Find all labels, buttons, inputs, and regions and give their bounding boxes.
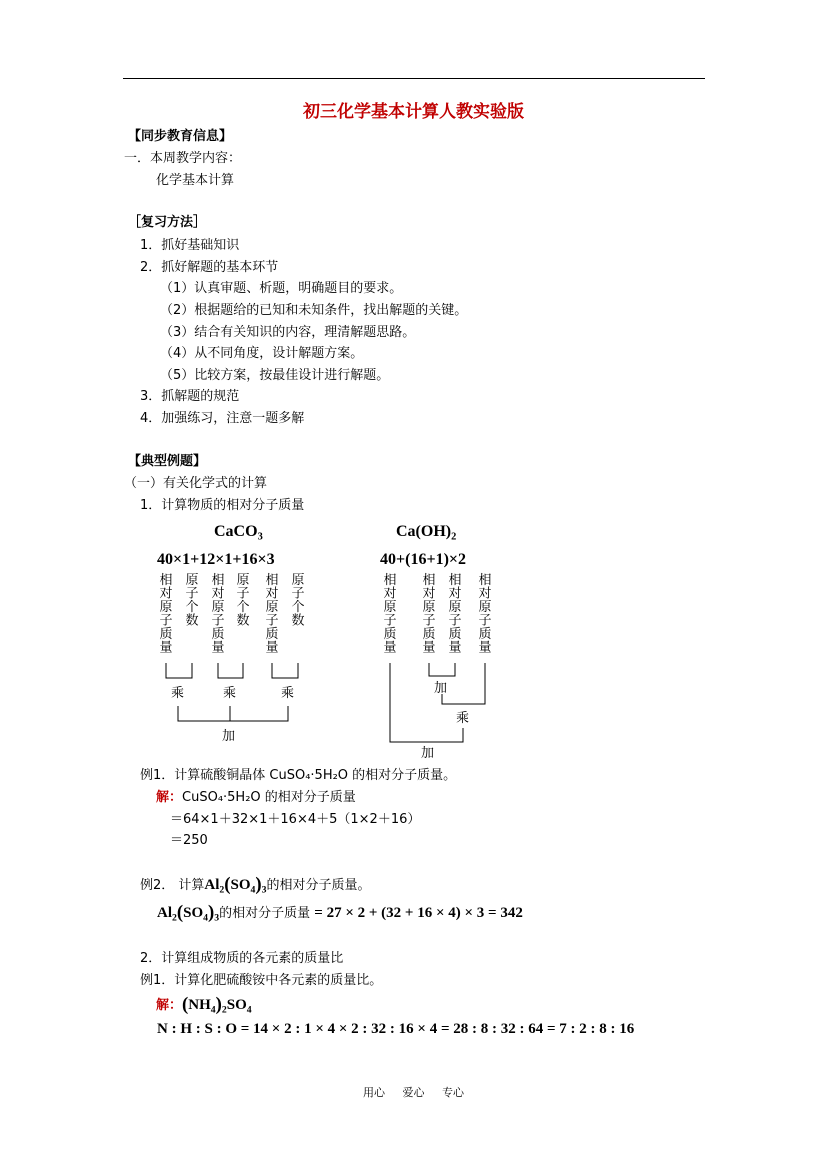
label-char: 质 [422,627,436,642]
label-char: 个 [185,600,199,615]
mult-label-1: 乘 [171,686,185,701]
label-char: 对 [448,586,462,602]
left-label-column [211,572,224,656]
bracket-mult [442,663,485,704]
add-inner-label: 加 [434,681,448,696]
label-char: 子 [448,613,462,629]
diagram-labels [159,572,491,656]
label-char: 对 [265,586,279,602]
label-char: 子 [211,613,225,629]
review-item: 3．抓解题的规范 [140,389,240,404]
label-char: 数 [236,613,250,629]
label-char: 个 [236,600,250,615]
label-char: 原 [291,573,305,588]
left-label-column [291,573,304,629]
review-item: 2．抓好解题的基本环节 [140,260,279,275]
bracket-sum [178,706,288,721]
label-char: 子 [185,586,199,602]
review-item: （1）认真审题、析题，明确题目的要求。 [160,281,403,296]
examples-sub2: 2．计算组成物质的各元素的质量比 [140,951,344,966]
right-label-column [478,572,491,656]
review-item: 1．抓好基础知识 [140,238,240,253]
mult-label-2: 乘 [223,686,237,701]
label-char: 数 [291,613,305,629]
label-char: 相 [383,573,397,588]
left-label-column [265,572,278,656]
label-char: 子 [478,613,492,629]
label-char: 子 [159,613,173,629]
page-footer: 用心 爱心 专心 [363,1086,464,1099]
label-char: 原 [383,600,397,615]
review-item: （3）结合有关知识的内容，理清解题思路。 [160,325,416,340]
expression-caco3: 40×1+12×1+16×3 [157,551,275,568]
ex1-answer-line3: ＝250 [170,833,208,848]
label-char: 相 [422,573,436,588]
label-char: 量 [478,640,492,656]
diagram-brackets [166,663,485,742]
label-char: 量 [211,640,225,656]
formula-caoh2: $Ca(OH)_2$ [396,523,457,543]
page-title: 初三化学基本计算人教实验版 [303,102,524,122]
label-char: 相 [159,573,173,588]
examples-part1: （一）有关化学式的计算 [124,476,268,491]
label-char: 对 [383,586,397,602]
sync-info-item1: 一．本周教学内容： [124,151,242,166]
label-char: 子 [422,613,436,629]
bracket-pair3 [272,663,298,678]
label-char: 相 [211,573,225,588]
label-char: 相 [448,573,462,588]
add-label-left: 加 [222,729,236,744]
bracket-pair1 [166,663,192,678]
right-label-column [383,572,396,656]
label-char: 量 [265,640,279,656]
ex1-question: 例1．计算硫酸铜晶体 CuSO₄·5H₂O 的相对分子质量。 [140,768,457,783]
ex1-answer-line2: ＝64×1＋32×1＋16×4＋5（1×2＋16） [170,812,421,827]
label-char: 原 [185,573,199,588]
bracket-inner-add [429,663,455,676]
label-char: 个 [291,600,305,615]
review-item: 4．加强练习，注意一题多解 [140,411,305,426]
label-char: 相 [478,573,492,588]
examples-sub1: 1．计算物质的相对分子质量 [140,498,305,513]
label-char: 量 [383,640,397,656]
bracket-pair2 [218,663,243,678]
label-char: 原 [159,600,173,615]
left-label-column [236,573,249,629]
label-char: 子 [236,586,250,602]
label-char: 子 [291,586,305,602]
ex2-answer: $Al_2(SO_4)_3$的相对分子质量 = 27 × 2 + (32 + 16 × 4) × 3 = 342 [157,902,523,924]
label-char: 量 [448,640,462,656]
label-char: 原 [265,600,279,615]
label-char: 质 [265,627,279,642]
ex3-answer-formula: 解：$(NH_4)_2SO_4$ [156,994,252,1016]
label-char: 对 [159,586,173,602]
right-label-column [448,572,461,656]
label-char: 相 [265,573,279,588]
bracket-outer-add [390,663,463,742]
review-item: （5）比较方案，按最佳设计进行解题。 [160,368,390,383]
review-heading: ［复习方法］ [128,215,207,230]
label-char: 量 [159,640,173,656]
sync-info-content: 化学基本计算 [156,173,235,188]
label-char: 质 [211,627,225,642]
ex3-ratio: N : H : S : O = 14 × 2 : 1 × 4 × 2 : 32 : 16 × 4 = 28 : 8 : 32 : 64 = 7 : 2 : 8 : 16 [157,1021,635,1037]
label-char: 数 [185,613,199,629]
label-char: 对 [422,586,436,602]
label-char: 原 [422,600,436,615]
mult-label-3: 乘 [281,686,295,701]
review-item: （2）根据题给的已知和未知条件，找出解题的关键。 [160,303,468,318]
ex2-question: 例2． 计算$Al_2(SO_4)_3$的相对分子质量。 [140,874,371,896]
expression-caoh2: 40+(16+1)×2 [380,551,467,568]
label-char: 质 [478,627,492,642]
ex3-question: 例1．计算化肥硫酸铵中各元素的质量比。 [140,973,383,988]
label-char: 对 [211,586,225,602]
left-label-column [185,573,198,629]
label-char: 质 [159,627,173,642]
label-char: 原 [211,600,225,615]
ex1-answer-line1: 解：CuSO₄·5H₂O 的相对分子质量 [156,790,356,805]
label-char: 子 [265,613,279,629]
sync-info-heading: 【同步教育信息】 [128,129,233,144]
label-char: 质 [448,627,462,642]
label-char: 原 [448,600,462,615]
label-char: 原 [478,600,492,615]
mult-label-right: 乘 [456,711,470,726]
add-outer-label: 加 [421,746,435,761]
left-label-column [159,572,172,656]
review-item: （4）从不同角度，设计解题方案。 [160,346,364,361]
right-label-column [422,572,435,656]
label-char: 原 [236,573,250,588]
label-char: 量 [422,640,436,656]
label-char: 对 [478,586,492,602]
label-char: 质 [383,627,397,642]
label-char: 子 [383,613,397,629]
examples-heading: 【典型例题】 [128,454,207,469]
formula-caco3: CaCO$_3$ [214,523,263,543]
